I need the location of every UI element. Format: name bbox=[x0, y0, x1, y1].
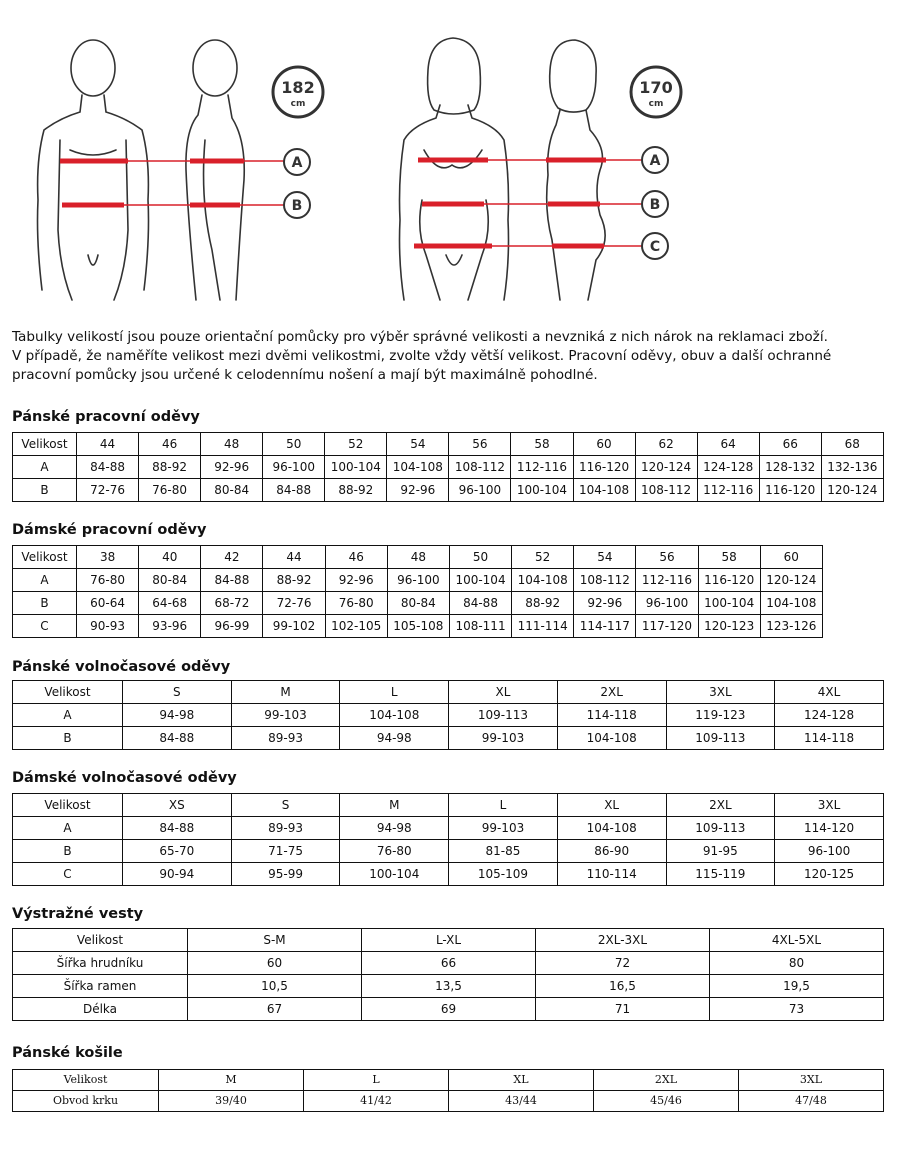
table-cell: 60 bbox=[188, 952, 362, 975]
table-cell: 92-96 bbox=[201, 456, 263, 479]
table-header-cell: Velikost bbox=[13, 433, 77, 456]
table-cell: 115-119 bbox=[666, 863, 775, 886]
table-cell: 96-99 bbox=[201, 615, 263, 638]
table-header-row bbox=[13, 681, 884, 704]
table-cell: 104-108 bbox=[557, 817, 666, 840]
table-row bbox=[13, 840, 884, 863]
disclaimer-line: V případě, že naměříte velikost mezi dvěmi velikostmi, zvolte vždy větší velikost. Pracovní oděvy, obuv a další ochranné bbox=[12, 348, 832, 364]
table-cell: 65-70 bbox=[123, 840, 232, 863]
table-header-row bbox=[13, 929, 884, 952]
womens-leisure-title: Dámské volnočasové oděvy bbox=[12, 770, 237, 786]
table-header-cell: 40 bbox=[139, 546, 201, 569]
table-cell: 43/44 bbox=[449, 1091, 594, 1112]
table-row bbox=[13, 727, 884, 750]
vests-title: Výstražné vesty bbox=[12, 906, 144, 922]
table-cell: 105-109 bbox=[449, 863, 558, 886]
table-header-cell: XL bbox=[557, 794, 666, 817]
mens-work-title: Pánské pracovní oděvy bbox=[12, 409, 200, 425]
table-header-cell: M bbox=[159, 1070, 304, 1091]
table-cell: 114-117 bbox=[574, 615, 636, 638]
row-label-cell: B bbox=[13, 840, 123, 863]
table-cell: 111-114 bbox=[512, 615, 574, 638]
female-side-figure bbox=[547, 40, 605, 300]
table-header-cell: 52 bbox=[325, 433, 387, 456]
table-header-cell: 3XL bbox=[666, 681, 775, 704]
table-header-cell: 60 bbox=[760, 546, 822, 569]
table-header-cell: Velikost bbox=[13, 929, 188, 952]
male-marker-a: A bbox=[291, 155, 303, 171]
table-cell: 117-120 bbox=[636, 615, 698, 638]
male-marker-b: B bbox=[291, 198, 303, 214]
table-row bbox=[13, 592, 823, 615]
table-header-cell: 2XL bbox=[594, 1070, 739, 1091]
table-cell: 124-128 bbox=[775, 704, 884, 727]
table-header-cell: M bbox=[231, 681, 340, 704]
table-cell: 80-84 bbox=[201, 479, 263, 502]
table-cell: 88-92 bbox=[325, 479, 387, 502]
table-cell: 120-124 bbox=[760, 569, 822, 592]
table-cell: 76-80 bbox=[77, 569, 139, 592]
table-cell: 92-96 bbox=[574, 592, 636, 615]
table-cell: 76-80 bbox=[340, 840, 449, 863]
table-header-cell: 44 bbox=[77, 433, 139, 456]
table-cell: 60-64 bbox=[77, 592, 139, 615]
table-header-cell: XL bbox=[449, 1070, 594, 1091]
table-header-cell: 46 bbox=[139, 433, 201, 456]
table-header-cell: L bbox=[340, 681, 449, 704]
disclaimer-line: pracovní pomůcky jsou určené k celodennímu nošení a mají být maximálně pohodlné. bbox=[12, 367, 598, 383]
table-cell: 81-85 bbox=[449, 840, 558, 863]
table-header-row bbox=[13, 433, 884, 456]
body-measurement-figures bbox=[0, 0, 897, 310]
table-header-cell: Velikost bbox=[13, 794, 123, 817]
table-row bbox=[13, 704, 884, 727]
table-row bbox=[13, 569, 823, 592]
table-cell: 100-104 bbox=[698, 592, 760, 615]
table-cell: 104-108 bbox=[340, 704, 449, 727]
table-cell: 108-111 bbox=[449, 615, 511, 638]
table-header-cell: 3XL bbox=[775, 794, 884, 817]
table-header-cell: 4XL bbox=[775, 681, 884, 704]
row-label-cell: C bbox=[13, 863, 123, 886]
table-cell: 96-100 bbox=[636, 592, 698, 615]
table-cell: 119-123 bbox=[666, 704, 775, 727]
mens-leisure-title: Pánské volnočasové oděvy bbox=[12, 659, 231, 675]
table-cell: 94-98 bbox=[340, 817, 449, 840]
table-cell: 99-103 bbox=[449, 817, 558, 840]
table-header-cell: 68 bbox=[821, 433, 883, 456]
table-header-cell: 48 bbox=[201, 433, 263, 456]
womens-work-table bbox=[12, 545, 823, 638]
table-cell: 108-112 bbox=[635, 479, 697, 502]
row-label-cell: Šířka ramen bbox=[13, 975, 188, 998]
table-header-cell: 60 bbox=[573, 433, 635, 456]
table-cell: 114-120 bbox=[775, 817, 884, 840]
table-header-cell: 62 bbox=[635, 433, 697, 456]
table-cell: 67 bbox=[188, 998, 362, 1021]
table-cell: 104-108 bbox=[760, 592, 822, 615]
table-cell: 123-126 bbox=[760, 615, 822, 638]
table-cell: 41/42 bbox=[304, 1091, 449, 1112]
table-cell: 84-88 bbox=[449, 592, 511, 615]
row-label-cell: Obvod krku bbox=[13, 1091, 159, 1112]
table-cell: 95-99 bbox=[231, 863, 340, 886]
table-cell: 96-100 bbox=[775, 840, 884, 863]
table-cell: 120-124 bbox=[635, 456, 697, 479]
table-cell: 16,5 bbox=[536, 975, 710, 998]
table-header-cell: XL bbox=[449, 681, 558, 704]
female-marker-c: C bbox=[649, 239, 661, 255]
disclaimer-line: Tabulky velikostí jsou pouze orientační pomůcky pro výběr správné velikosti a nevzniká z nich nárok na reklamaci zboží. bbox=[12, 329, 828, 345]
table-row bbox=[13, 863, 884, 886]
table-row bbox=[13, 1091, 884, 1112]
table-cell: 84-88 bbox=[201, 569, 263, 592]
table-cell: 89-93 bbox=[231, 817, 340, 840]
table-cell: 88-92 bbox=[263, 569, 325, 592]
table-cell: 102-105 bbox=[325, 615, 387, 638]
table-header-cell: 46 bbox=[325, 546, 387, 569]
row-label-cell: B bbox=[13, 479, 77, 502]
table-cell: 116-120 bbox=[759, 479, 821, 502]
table-cell: 64-68 bbox=[139, 592, 201, 615]
table-cell: 114-118 bbox=[557, 704, 666, 727]
table-header-row bbox=[13, 794, 884, 817]
table-cell: 105-108 bbox=[387, 615, 449, 638]
table-cell: 112-116 bbox=[511, 456, 573, 479]
table-header-row bbox=[13, 546, 823, 569]
male-side-figure bbox=[186, 40, 244, 300]
table-cell: 108-112 bbox=[574, 569, 636, 592]
table-header-cell: 2XL-3XL bbox=[536, 929, 710, 952]
table-cell: 71 bbox=[536, 998, 710, 1021]
table-header-cell: 56 bbox=[636, 546, 698, 569]
table-cell: 99-102 bbox=[263, 615, 325, 638]
table-cell: 114-118 bbox=[775, 727, 884, 750]
table-cell: 80-84 bbox=[387, 592, 449, 615]
table-cell: 94-98 bbox=[340, 727, 449, 750]
table-cell: 73 bbox=[710, 998, 884, 1021]
table-cell: 116-120 bbox=[573, 456, 635, 479]
table-cell: 100-104 bbox=[511, 479, 573, 502]
table-cell: 66 bbox=[362, 952, 536, 975]
table-cell: 90-94 bbox=[123, 863, 232, 886]
row-label-cell: A bbox=[13, 817, 123, 840]
table-header-cell: 66 bbox=[759, 433, 821, 456]
row-label-cell: A bbox=[13, 704, 123, 727]
table-cell: 108-112 bbox=[449, 456, 511, 479]
table-header-cell: S bbox=[231, 794, 340, 817]
table-header-cell: Velikost bbox=[13, 546, 77, 569]
table-cell: 72-76 bbox=[77, 479, 139, 502]
table-cell: 116-120 bbox=[698, 569, 760, 592]
table-header-cell: S-M bbox=[188, 929, 362, 952]
table-row bbox=[13, 479, 884, 502]
disclaimer-text bbox=[12, 328, 882, 385]
table-header-cell: 4XL-5XL bbox=[710, 929, 884, 952]
table-cell: 76-80 bbox=[325, 592, 387, 615]
female-height-value: 170 bbox=[639, 78, 673, 97]
table-cell: 120-124 bbox=[821, 479, 883, 502]
table-cell: 84-88 bbox=[77, 456, 139, 479]
table-header-cell: S bbox=[123, 681, 232, 704]
table-cell: 120-123 bbox=[698, 615, 760, 638]
table-cell: 19,5 bbox=[710, 975, 884, 998]
womens-leisure-table bbox=[12, 793, 884, 886]
table-row bbox=[13, 456, 884, 479]
female-height-unit: cm bbox=[648, 99, 664, 109]
table-row bbox=[13, 615, 823, 638]
table-row bbox=[13, 952, 884, 975]
table-header-cell: 2XL bbox=[666, 794, 775, 817]
table-cell: 84-88 bbox=[123, 727, 232, 750]
table-cell: 92-96 bbox=[325, 569, 387, 592]
table-cell: 94-98 bbox=[123, 704, 232, 727]
table-header-cell: L-XL bbox=[362, 929, 536, 952]
body-figures-illustration bbox=[0, 0, 897, 310]
table-cell: 71-75 bbox=[231, 840, 340, 863]
table-cell: 104-108 bbox=[573, 479, 635, 502]
table-cell: 84-88 bbox=[123, 817, 232, 840]
table-header-cell: M bbox=[340, 794, 449, 817]
female-marker-b: B bbox=[649, 197, 661, 213]
table-header-cell: 2XL bbox=[557, 681, 666, 704]
table-cell: 93-96 bbox=[139, 615, 201, 638]
mens-work-table bbox=[12, 432, 884, 502]
table-header-cell: L bbox=[304, 1070, 449, 1091]
table-row bbox=[13, 817, 884, 840]
table-header-cell: 52 bbox=[512, 546, 574, 569]
table-cell: 124-128 bbox=[697, 456, 759, 479]
row-label-cell: B bbox=[13, 592, 77, 615]
table-cell: 80-84 bbox=[139, 569, 201, 592]
table-cell: 69 bbox=[362, 998, 536, 1021]
table-header-cell: L bbox=[449, 794, 558, 817]
table-cell: 96-100 bbox=[387, 569, 449, 592]
table-cell: 112-116 bbox=[636, 569, 698, 592]
table-cell: 96-100 bbox=[449, 479, 511, 502]
table-cell: 100-104 bbox=[449, 569, 511, 592]
table-cell: 10,5 bbox=[188, 975, 362, 998]
table-cell: 109-113 bbox=[666, 727, 775, 750]
table-cell: 128-132 bbox=[759, 456, 821, 479]
table-cell: 99-103 bbox=[449, 727, 558, 750]
table-header-cell: 54 bbox=[387, 433, 449, 456]
table-header-cell: Velikost bbox=[13, 1070, 159, 1091]
table-header-cell: XS bbox=[123, 794, 232, 817]
table-cell: 100-104 bbox=[325, 456, 387, 479]
male-height-value: 182 bbox=[281, 78, 315, 97]
table-header-cell: 50 bbox=[449, 546, 511, 569]
shirts-title: Pánské košile bbox=[12, 1045, 123, 1061]
table-row bbox=[13, 998, 884, 1021]
table-header-cell: 58 bbox=[698, 546, 760, 569]
table-header-cell: 50 bbox=[263, 433, 325, 456]
mens-leisure-table bbox=[12, 680, 884, 750]
table-header-cell: 3XL bbox=[739, 1070, 884, 1091]
table-cell: 76-80 bbox=[139, 479, 201, 502]
table-cell: 45/46 bbox=[594, 1091, 739, 1112]
table-cell: 104-108 bbox=[387, 456, 449, 479]
table-header-cell: 42 bbox=[201, 546, 263, 569]
table-header-cell: 56 bbox=[449, 433, 511, 456]
row-label-cell: A bbox=[13, 456, 77, 479]
table-cell: 112-116 bbox=[697, 479, 759, 502]
table-header-cell: Velikost bbox=[13, 681, 123, 704]
table-cell: 86-90 bbox=[557, 840, 666, 863]
table-cell: 84-88 bbox=[263, 479, 325, 502]
male-front-figure bbox=[38, 40, 149, 300]
table-cell: 109-113 bbox=[666, 817, 775, 840]
table-cell: 72 bbox=[536, 952, 710, 975]
male-height-unit: cm bbox=[290, 99, 306, 109]
table-cell: 47/48 bbox=[739, 1091, 884, 1112]
table-cell: 68-72 bbox=[201, 592, 263, 615]
table-header-row bbox=[13, 1070, 884, 1091]
table-cell: 80 bbox=[710, 952, 884, 975]
table-cell: 72-76 bbox=[263, 592, 325, 615]
table-cell: 39/40 bbox=[159, 1091, 304, 1112]
table-cell: 13,5 bbox=[362, 975, 536, 998]
womens-work-title: Dámské pracovní oděvy bbox=[12, 522, 207, 538]
table-header-cell: 44 bbox=[263, 546, 325, 569]
table-cell: 96-100 bbox=[263, 456, 325, 479]
vests-table bbox=[12, 928, 884, 1021]
row-label-cell: A bbox=[13, 569, 77, 592]
table-cell: 104-108 bbox=[512, 569, 574, 592]
table-cell: 91-95 bbox=[666, 840, 775, 863]
row-label-cell: C bbox=[13, 615, 77, 638]
female-front-figure bbox=[400, 38, 509, 300]
row-label-cell: B bbox=[13, 727, 123, 750]
table-cell: 99-103 bbox=[231, 704, 340, 727]
row-label-cell: Šířka hrudníku bbox=[13, 952, 188, 975]
table-cell: 104-108 bbox=[557, 727, 666, 750]
table-cell: 132-136 bbox=[821, 456, 883, 479]
table-cell: 110-114 bbox=[557, 863, 666, 886]
table-header-cell: 58 bbox=[511, 433, 573, 456]
table-cell: 90-93 bbox=[77, 615, 139, 638]
table-cell: 89-93 bbox=[231, 727, 340, 750]
table-header-cell: 54 bbox=[574, 546, 636, 569]
table-header-cell: 48 bbox=[387, 546, 449, 569]
table-cell: 92-96 bbox=[387, 479, 449, 502]
table-cell: 120-125 bbox=[775, 863, 884, 886]
table-cell: 88-92 bbox=[139, 456, 201, 479]
table-header-cell: 64 bbox=[697, 433, 759, 456]
table-header-cell: 38 bbox=[77, 546, 139, 569]
table-cell: 109-113 bbox=[449, 704, 558, 727]
table-row bbox=[13, 975, 884, 998]
female-marker-a: A bbox=[649, 153, 661, 169]
shirts-table bbox=[12, 1069, 884, 1112]
row-label-cell: Délka bbox=[13, 998, 188, 1021]
table-cell: 100-104 bbox=[340, 863, 449, 886]
table-cell: 88-92 bbox=[512, 592, 574, 615]
